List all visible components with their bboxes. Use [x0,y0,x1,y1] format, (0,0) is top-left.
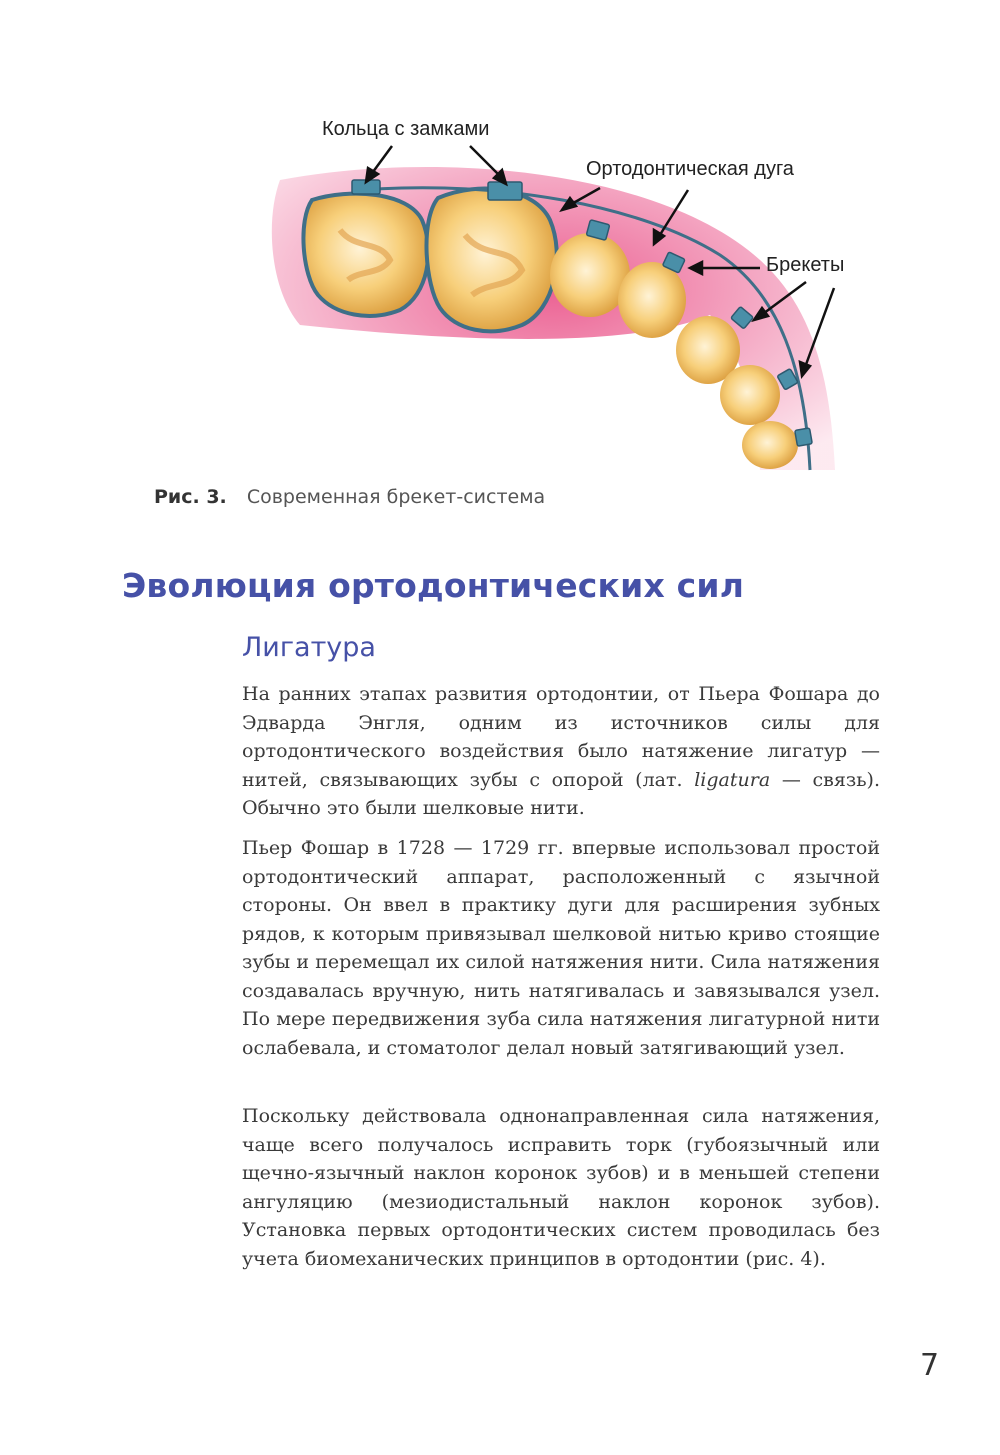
molar-1 [303,194,428,316]
section-title: Эволюция ортодонтических сил [122,566,745,605]
premolar-2 [618,262,686,338]
label-arch: Ортодонтическая дуга [586,158,794,180]
section-subtitle: Лигатура [242,632,376,663]
paragraph-3 [242,1102,880,1273]
bracket-5 [795,428,813,446]
paragraph-1-before: На ранних этапах развития ортодонтии, от Пьера Фошара до Эдварда Энгля, одним из источников силы для ортодонтического воздействия было натяжение лигатур — нитей, связывающих зубы с опорой (лат. [242,683,880,791]
latin-term: ligatura [694,768,771,791]
paragraph-1-after: — связь). Обычно это были шелковые нити. [242,768,881,819]
molar-2 [426,189,556,332]
paragraph-1 [242,680,880,823]
paragraph-2-text: Пьер Фошар в 1728 — 1729 гг. впервые использовал простой ортодонтический аппарат, расположенный с язычной стороны. Он ввел в практику дуги для расширения зубных рядов, к которым привязывал шелковой нитью криво стоящие зубы и перемещал их силой натяжения нити. Сила натяжения создавалась вручную, нить натягивалась и завязывался узел. По мере передвижения зуба сила натяжения лигатурной нити ослабевала, и стоматолог делал новый затягивающий узел. [242,837,880,1059]
label-rings: Кольца с замками [322,118,490,140]
caption-text: Современная брекет-система [246,486,546,508]
incisor-2 [742,421,798,469]
premolar-1 [550,233,630,317]
figure-caption [154,486,545,508]
braces-figure [240,110,870,480]
incisor-1 [720,365,780,425]
paragraph-2 [242,834,880,1062]
paragraph-3-text: Поскольку действовала однонаправленная сила натяжения, чаще всего получалось исправить торк (губоязычный или щечно-язычный наклон коронок зубов) и в меньшей степени ангуляцию (мезиодистальный наклон коронок зубов). Установка первых ортодонтических систем проводилась без учета биомеханических принципов в ортодонтии (рис. 4). [242,1105,880,1270]
label-brackets: Брекеты [766,254,845,276]
caption-number: Рис. 3. [154,486,227,508]
page-number: 7 [920,1348,940,1383]
